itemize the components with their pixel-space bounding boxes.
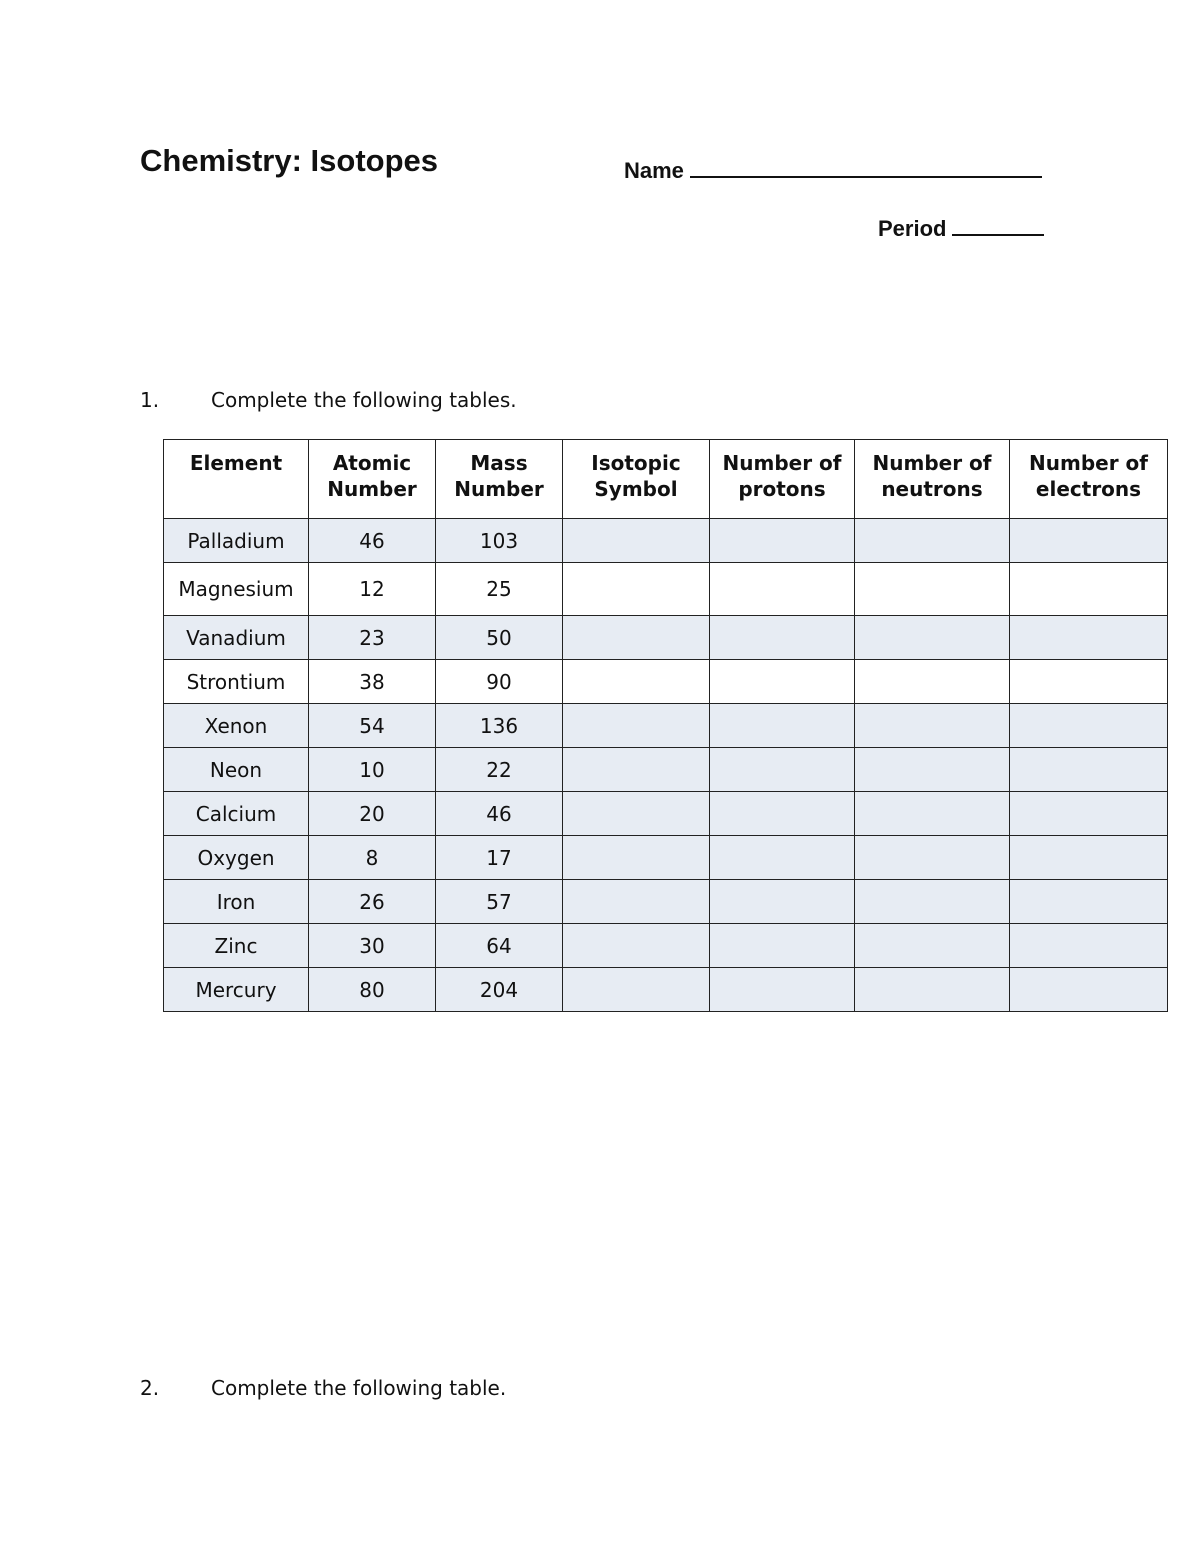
table-header-row [164, 440, 1168, 519]
element-cell: Mercury [164, 968, 309, 1012]
protons-blank[interactable] [710, 519, 855, 563]
protons-blank[interactable] [710, 792, 855, 836]
isotopic-symbol-blank[interactable] [563, 519, 710, 563]
page-title: Chemistry: Isotopes [140, 143, 439, 178]
neutrons-blank[interactable] [855, 880, 1010, 924]
isotopic-symbol-blank[interactable] [563, 563, 710, 616]
protons-blank[interactable] [710, 616, 855, 660]
atomic-number-cell: 23 [309, 616, 436, 660]
neutrons-blank[interactable] [855, 924, 1010, 968]
electrons-blank[interactable] [1010, 924, 1168, 968]
atomic-number-cell: 12 [309, 563, 436, 616]
isotopic-symbol-blank[interactable] [563, 660, 710, 704]
header-electrons: Number of electrons [1010, 440, 1168, 519]
question-1-number: 1. [140, 388, 160, 412]
table-row [164, 660, 1168, 704]
mass-number-cell: 136 [436, 704, 563, 748]
element-cell: Magnesium [164, 563, 309, 616]
mass-number-cell: 17 [436, 836, 563, 880]
table-row [164, 748, 1168, 792]
isotopic-symbol-blank[interactable] [563, 616, 710, 660]
neutrons-blank[interactable] [855, 563, 1010, 616]
mass-number-cell: 46 [436, 792, 563, 836]
isotopic-symbol-blank[interactable] [563, 748, 710, 792]
atomic-number-cell: 46 [309, 519, 436, 563]
atomic-number-cell: 54 [309, 704, 436, 748]
isotopic-symbol-blank[interactable] [563, 924, 710, 968]
table-row [164, 968, 1168, 1012]
element-cell: Neon [164, 748, 309, 792]
header-isotopic-symbol: Isotopic Symbol [563, 440, 710, 519]
table-row [164, 924, 1168, 968]
table-row [164, 519, 1168, 563]
isotopic-symbol-blank[interactable] [563, 968, 710, 1012]
isotopic-symbol-blank[interactable] [563, 704, 710, 748]
name-blank[interactable] [690, 156, 1042, 178]
element-cell: Xenon [164, 704, 309, 748]
element-cell: Oxygen [164, 836, 309, 880]
question-1 [140, 388, 517, 412]
protons-blank[interactable] [710, 660, 855, 704]
element-cell: Zinc [164, 924, 309, 968]
name-field[interactable] [624, 156, 1042, 184]
isotopic-symbol-blank[interactable] [563, 836, 710, 880]
electrons-blank[interactable] [1010, 563, 1168, 616]
atomic-number-cell: 20 [309, 792, 436, 836]
period-blank[interactable] [952, 214, 1044, 236]
atomic-number-cell: 30 [309, 924, 436, 968]
electrons-blank[interactable] [1010, 880, 1168, 924]
header-protons: Number of protons [710, 440, 855, 519]
atomic-number-cell: 8 [309, 836, 436, 880]
electrons-blank[interactable] [1010, 660, 1168, 704]
mass-number-cell: 64 [436, 924, 563, 968]
mass-number-cell: 22 [436, 748, 563, 792]
protons-blank[interactable] [710, 968, 855, 1012]
mass-number-cell: 90 [436, 660, 563, 704]
element-cell: Palladium [164, 519, 309, 563]
table-row [164, 704, 1168, 748]
protons-blank[interactable] [710, 748, 855, 792]
atomic-number-cell: 10 [309, 748, 436, 792]
neutrons-blank[interactable] [855, 660, 1010, 704]
period-field[interactable] [878, 214, 1044, 242]
element-cell: Strontium [164, 660, 309, 704]
atomic-number-cell: 38 [309, 660, 436, 704]
mass-number-cell: 25 [436, 563, 563, 616]
electrons-blank[interactable] [1010, 836, 1168, 880]
header-element: Element [164, 440, 309, 519]
neutrons-blank[interactable] [855, 616, 1010, 660]
protons-blank[interactable] [710, 704, 855, 748]
header-mass-number: Mass Number [436, 440, 563, 519]
protons-blank[interactable] [710, 924, 855, 968]
question-2 [140, 1376, 506, 1400]
mass-number-cell: 50 [436, 616, 563, 660]
mass-number-cell: 103 [436, 519, 563, 563]
mass-number-cell: 204 [436, 968, 563, 1012]
neutrons-blank[interactable] [855, 792, 1010, 836]
protons-blank[interactable] [710, 836, 855, 880]
neutrons-blank[interactable] [855, 704, 1010, 748]
period-label: Period [878, 216, 947, 241]
protons-blank[interactable] [710, 563, 855, 616]
table-row [164, 563, 1168, 616]
atomic-number-cell: 80 [309, 968, 436, 1012]
electrons-blank[interactable] [1010, 792, 1168, 836]
table-row [164, 792, 1168, 836]
name-label: Name [624, 158, 684, 183]
header-atomic-number: Atomic Number [309, 440, 436, 519]
table-row [164, 836, 1168, 880]
element-cell: Iron [164, 880, 309, 924]
neutrons-blank[interactable] [855, 519, 1010, 563]
isotopic-symbol-blank[interactable] [563, 880, 710, 924]
element-cell: Vanadium [164, 616, 309, 660]
electrons-blank[interactable] [1010, 704, 1168, 748]
neutrons-blank[interactable] [855, 968, 1010, 1012]
question-1-text: Complete the following tables. [211, 388, 517, 412]
header-neutrons: Number of neutrons [855, 440, 1010, 519]
neutrons-blank[interactable] [855, 748, 1010, 792]
electrons-blank[interactable] [1010, 968, 1168, 1012]
question-2-number: 2. [140, 1376, 160, 1400]
table-row [164, 880, 1168, 924]
neutrons-blank[interactable] [855, 836, 1010, 880]
table-row [164, 616, 1168, 660]
protons-blank[interactable] [710, 880, 855, 924]
isotope-table [163, 439, 1168, 1012]
isotopic-symbol-blank[interactable] [563, 792, 710, 836]
element-cell: Calcium [164, 792, 309, 836]
atomic-number-cell: 26 [309, 880, 436, 924]
question-2-text: Complete the following table. [211, 1376, 507, 1400]
mass-number-cell: 57 [436, 880, 563, 924]
electrons-blank[interactable] [1010, 616, 1168, 660]
electrons-blank[interactable] [1010, 519, 1168, 563]
electrons-blank[interactable] [1010, 748, 1168, 792]
